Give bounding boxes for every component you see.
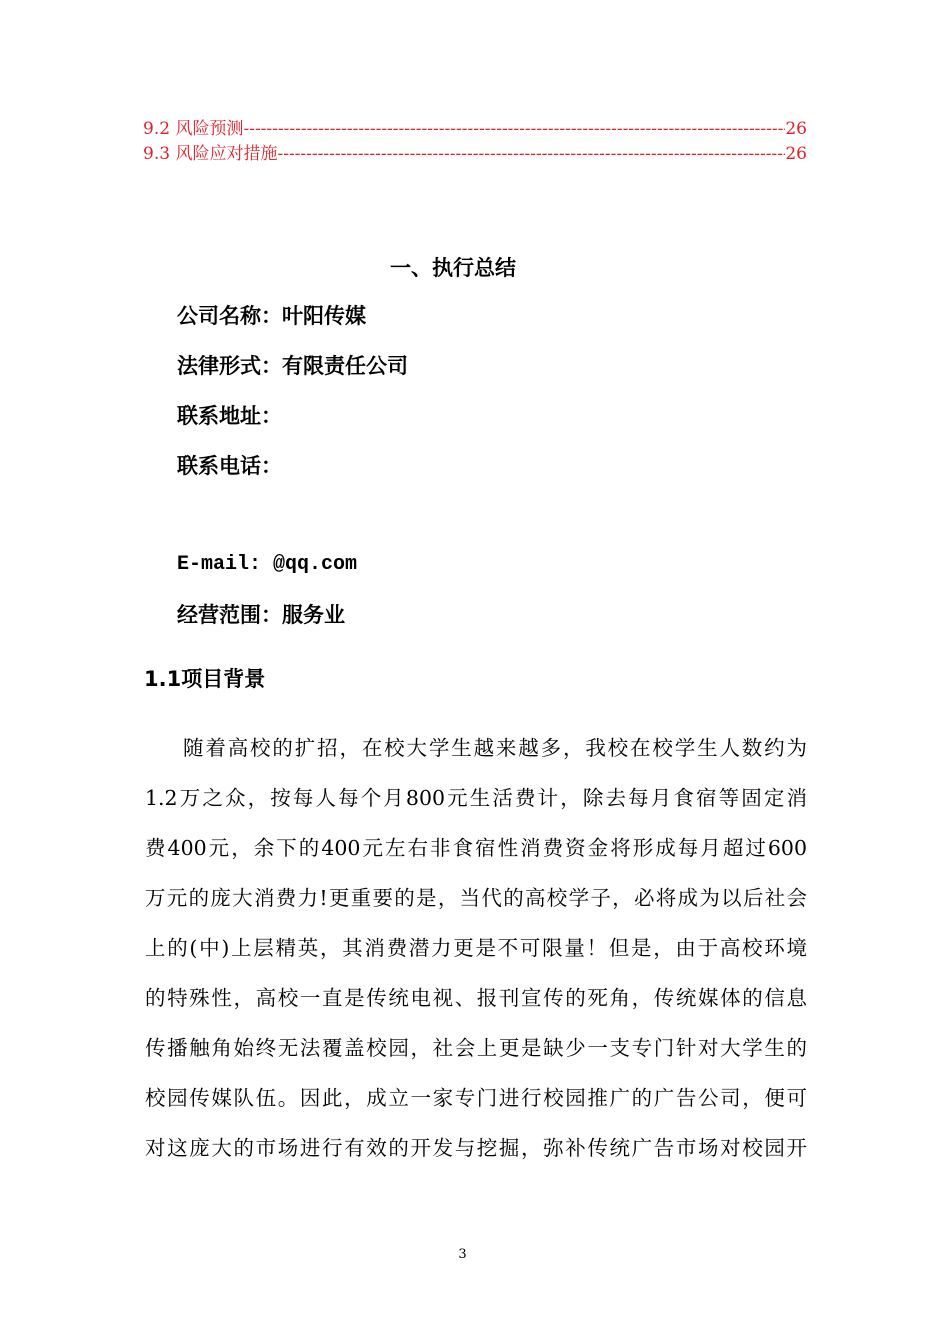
toc-page: 26 bbox=[785, 119, 807, 139]
page-number: 3 bbox=[458, 1247, 467, 1262]
paragraph-line: 费400元，余下的400元左右非食宿性消费资金将形成每月超过600 bbox=[145, 836, 807, 860]
toc-page: 26 bbox=[785, 144, 807, 164]
paragraph-line: 校园传媒队伍。因此，成立一家专门进行校园推广的广告公司，便可 bbox=[145, 1086, 807, 1110]
contact-address: 联系地址： bbox=[177, 404, 282, 428]
background-paragraph bbox=[145, 723, 807, 1173]
section-title: 一、执行总结 bbox=[390, 256, 516, 280]
paragraph-line: 随着高校的扩招，在校大学生越来越多，我校在校学生人数约为 bbox=[183, 736, 807, 760]
contact-phone: 联系电话： bbox=[177, 454, 282, 478]
paragraph-line: 传播触角始终无法覆盖校园，社会上更是缺少一支专门针对大学生的 bbox=[145, 1036, 807, 1060]
paragraph-line: 1.2万之众，按每人每个月800元生活费计，除去每月食宿等固定消 bbox=[145, 786, 807, 810]
paragraph-line: 万元的庞大消费力!更重要的是，当代的高校学子，必将成为以后社会 bbox=[145, 886, 807, 910]
legal-form: 法律形式：有限责任公司 bbox=[177, 354, 408, 378]
toc-leader bbox=[243, 117, 785, 141]
paragraph-line: 对这庞大的市场进行有效的开发与挖掘，弥补传统广告市场对校园开 bbox=[145, 1136, 807, 1160]
business-scope: 经营范围：服务业 bbox=[177, 603, 345, 627]
toc-leader bbox=[277, 142, 785, 166]
subsection-title: 1.1项目背景 bbox=[144, 667, 266, 691]
toc-entry-9-3[interactable] bbox=[143, 142, 807, 166]
toc-label: 9.2 风险预测 bbox=[143, 119, 244, 139]
paragraph-line: 上的(中)上层精英，其消费潜力更是不可限量！但是，由于高校环境 bbox=[145, 936, 807, 960]
paragraph-line: 的特殊性，高校一直是传统电视、报刊宣传的死角，传统媒体的信息 bbox=[145, 986, 807, 1010]
toc-label: 9.3 风险应对措施 bbox=[143, 144, 278, 164]
toc-entry-9-2[interactable] bbox=[143, 117, 807, 141]
email: E-mail: @qq.com bbox=[177, 553, 358, 576]
company-name: 公司名称：叶阳传媒 bbox=[177, 304, 366, 328]
